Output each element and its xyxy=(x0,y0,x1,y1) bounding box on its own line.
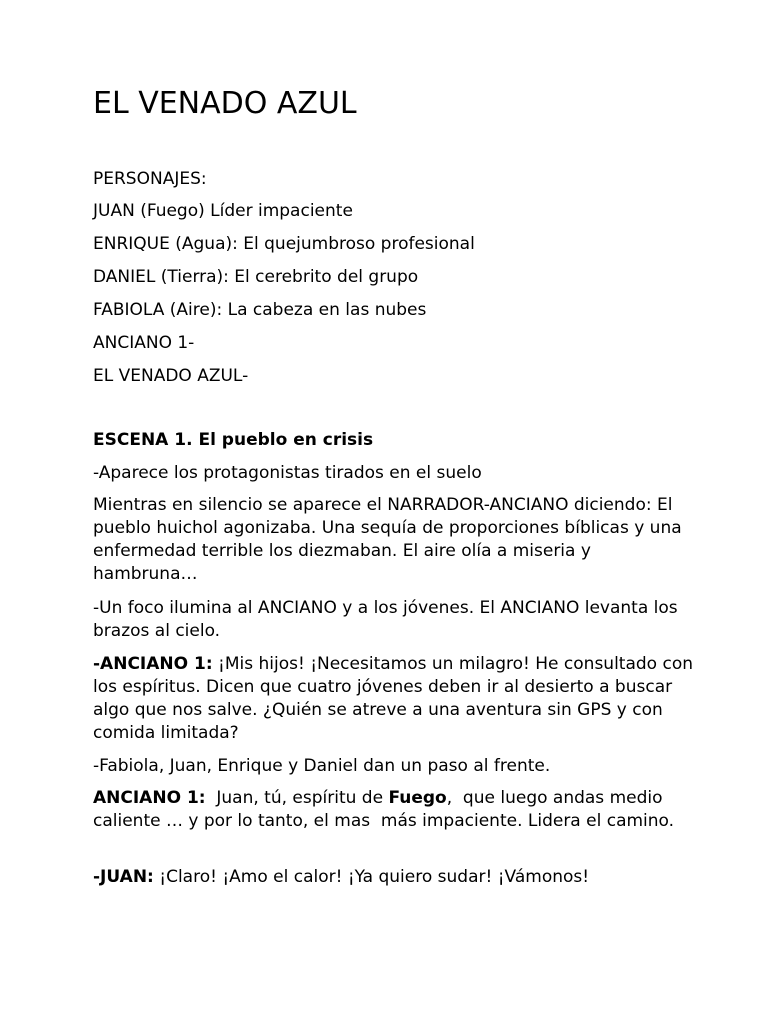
dialogue-anciano-1 xyxy=(93,653,693,745)
character-fabiola: FABIOLA (Aire): La cabeza en las nubes xyxy=(93,300,427,320)
character-enrique: ENRIQUE (Agua): El quejumbroso profesional xyxy=(93,234,475,254)
stage-direction-1: -Aparece los protagonistas tirados en el suelo xyxy=(93,463,482,483)
dialogue-anciano-2 xyxy=(93,787,693,833)
dialogue-text: ¡Claro! ¡Amo el calor! ¡Ya quiero sudar! ¡Vámonos! xyxy=(153,867,590,887)
dialogue-text: , que luego andas medio caliente … y por lo tanto, el mas más impaciente. Lidera el camino. xyxy=(93,788,675,831)
dialogue-text: ¡Mis hijos! ¡Necesitamos un milagro! He consultado con los espíritus. Dicen que cuatro jóvenes deben ir al desierto a buscar algo que nos salve. ¿Quién se atreve a una aventura sin GPS y con comida limitada? xyxy=(93,654,693,743)
dialogue-juan xyxy=(93,866,589,889)
emphasis-fuego: Fuego xyxy=(388,788,447,808)
character-juan: JUAN (Fuego) Líder impaciente xyxy=(93,201,353,221)
characters-heading: PERSONAJES: xyxy=(93,169,207,189)
character-anciano: ANCIANO 1- xyxy=(93,333,195,353)
speaker-juan: -JUAN: xyxy=(93,867,154,887)
narrator-paragraph: Mientras en silencio se aparece el NARRADOR-ANCIANO diciendo: El pueblo huichol agonizaba. Una sequía de proporciones bíblicas y una enfermedad terrible los diezmaban. El aire olía a miseria y hambruna… xyxy=(93,495,682,584)
character-daniel: DANIEL (Tierra): El cerebrito del grupo xyxy=(93,267,419,287)
scene-heading: ESCENA 1. El pueblo en crisis xyxy=(93,430,374,450)
document-title: EL VENADO AZUL xyxy=(93,86,357,121)
stage-direction-3: -Fabiola, Juan, Enrique y Daniel dan un paso al frente. xyxy=(93,756,551,776)
dialogue-text: Juan, tú, espíritu de xyxy=(205,788,389,808)
stage-direction-2: -Un foco ilumina al ANCIANO y a los jóvenes. El ANCIANO levanta los brazos al cielo. xyxy=(93,598,678,641)
speaker-anciano: -ANCIANO 1: xyxy=(93,654,213,674)
character-venado-azul: EL VENADO AZUL- xyxy=(93,366,249,386)
speaker-anciano: ANCIANO 1: xyxy=(93,788,206,808)
